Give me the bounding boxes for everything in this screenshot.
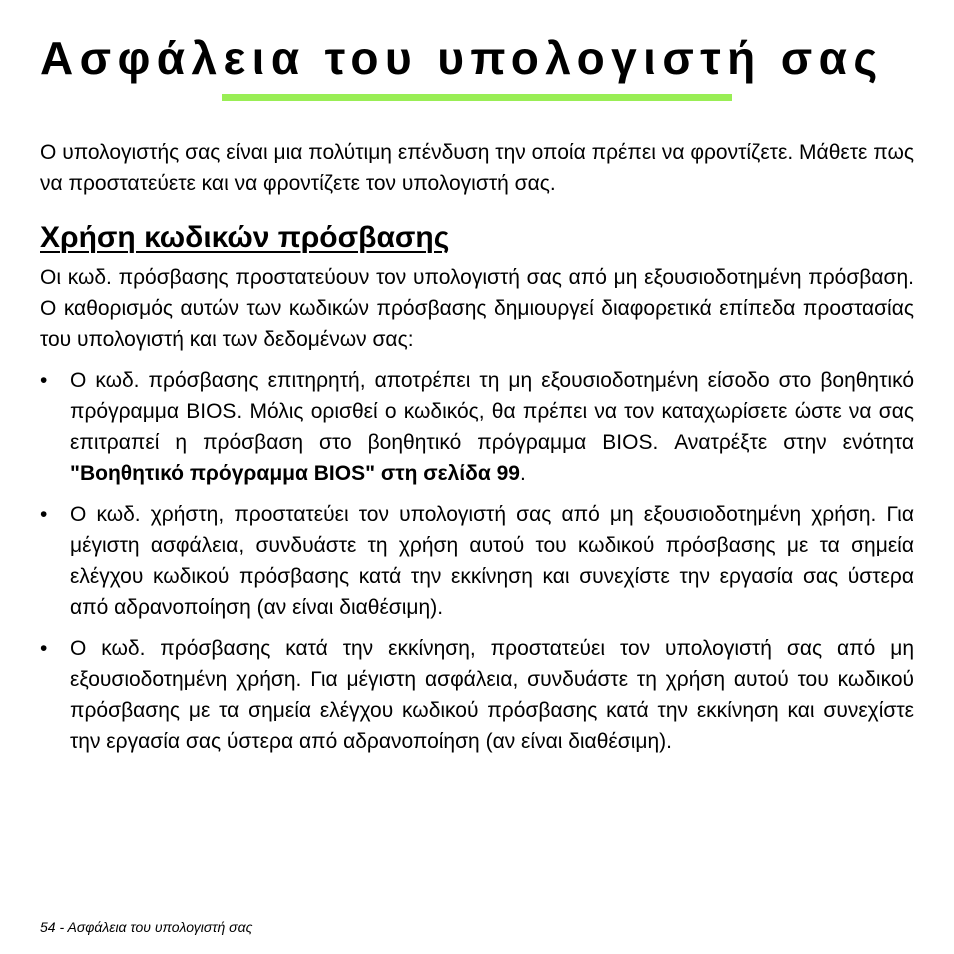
page-content xyxy=(40,137,914,767)
list-item-text: Ο κωδ. πρόσβασης επιτηρητή, αποτρέπει τη μη εξουσιοδοτημένη είσοδο στο βοηθητικό πρόγραμμα BIOS. Μόλις ορισθεί ο κωδικός, θα πρέπει να τον καταχωρίσετε ώστε να σας επιτραπεί η πρόσβαση στο βοηθητικό πρόγραμμα BIOS. Ανατρέξτε στην ενότητα xyxy=(70,369,914,454)
bullet-icon: • xyxy=(40,503,48,526)
bullet-icon: • xyxy=(40,369,48,392)
password-types-list xyxy=(40,365,914,757)
list-item-text: Ο κωδ. χρήστη, προστατεύει τον υπολογιστή σας από μη εξουσιοδοτημένη χρήση. Για μέγιστη ασφάλεια, συνδυάστε τη χρήση αυτού του κωδικού πρόσβασης με τα σημεία ελέγχου κωδικού πρόσβασης κατά την εκκίνηση και συνεχίστε την εργασία σας ύστερα από αδρανοποίηση (αν είναι διαθέσιμη). xyxy=(70,503,914,619)
list-item xyxy=(40,633,914,757)
page-title: Ασφάλεια του υπολογιστή σας xyxy=(40,32,884,84)
page-footer xyxy=(40,918,252,936)
section-heading: Χρήση κωδικών πρόσβασης xyxy=(40,221,450,254)
list-item xyxy=(40,365,914,489)
section-lead-paragraph: Οι κωδ. πρόσβασης προστατεύουν τον υπολογιστή σας από μη εξουσιοδοτημένη πρόσβαση. Ο καθορισμός αυτών των κωδικών πρόσβασης δημιουργεί διαφορετικά επίπεδα προστασίας του υπολογιστή και των δεδομένων σας: xyxy=(40,266,914,351)
bios-utility-cross-reference-link[interactable]: "Βοηθητικό πρόγραμμα BIOS" στη σελίδα 99 xyxy=(70,462,520,485)
list-item xyxy=(40,499,914,623)
intro-paragraph: Ο υπολογιστής σας είναι μια πολύτιμη επένδυση την οποία πρέπει να φροντίζετε. Μάθετε πως να προστατεύετε και να φροντίζετε τον υπολογιστή σας. xyxy=(40,141,914,195)
footer-page-number: 54 xyxy=(40,919,56,935)
list-item-text: Ο κωδ. πρόσβασης κατά την εκκίνηση, προστατεύει τον υπολογιστή σας από μη εξουσιοδοτημένη χρήση. Για μέγιστη ασφάλεια, συνδυάστε τη χρήση αυτού του κωδικού πρόσβασης με τα σημεία ελέγχου κωδικού πρόσβασης κατά την εκκίνηση και συνεχίστε την εργασία σας ύστερα από αδρανοποίηση (αν είναι διαθέσιμη). xyxy=(70,637,914,753)
footer-separator: - xyxy=(55,919,68,935)
title-underline-bar xyxy=(222,94,732,101)
bullet-icon: • xyxy=(40,637,48,660)
footer-chapter-title: Ασφάλεια του υπολογιστή σας xyxy=(67,919,253,935)
list-item-text-end: . xyxy=(519,462,526,485)
